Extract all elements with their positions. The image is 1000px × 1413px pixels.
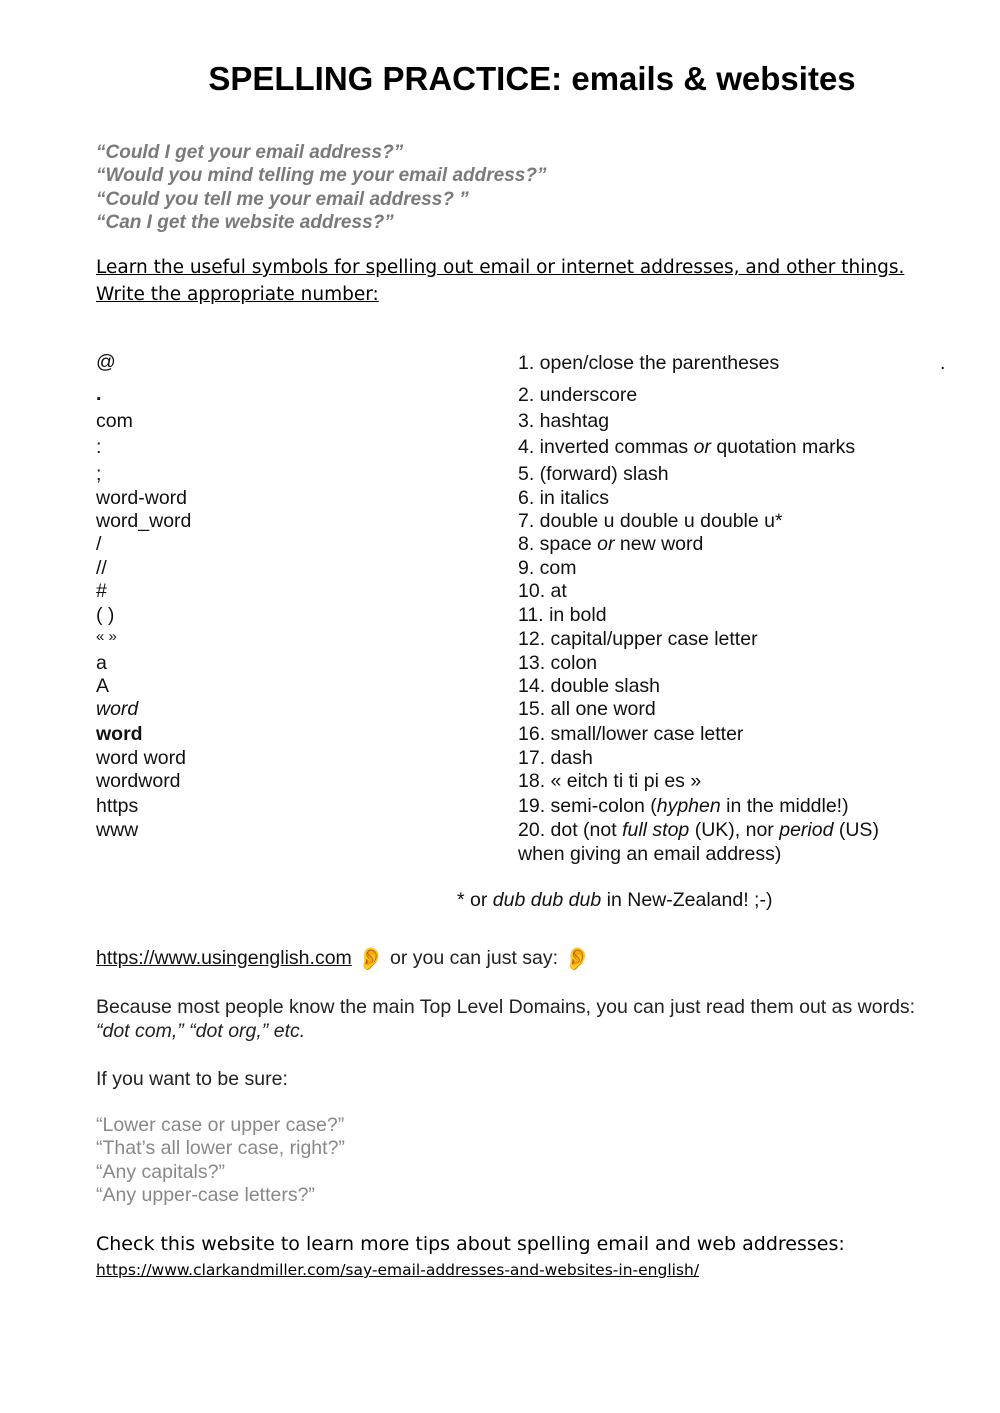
option-2: 2. underscore — [518, 384, 638, 406]
usingenglish-link[interactable]: https://www.usingenglish.com — [96, 947, 352, 969]
option-19-text-2: in the middle!) — [720, 795, 849, 817]
symbol-upper-a: A — [96, 675, 110, 697]
symbol-double-slash: // — [96, 557, 107, 579]
question-2: “Would you mind telling me your email address?” — [96, 165, 547, 186]
option-4-text-2: quotation marks — [710, 436, 856, 458]
option-16: 16. small/lower case letter — [518, 723, 744, 745]
symbol-italic-word: word — [96, 698, 139, 720]
option-7: 7. double u double u double u* — [518, 510, 783, 532]
option-20-text: 20. dot (not — [518, 819, 623, 841]
option-4-text: 4. inverted commas — [518, 436, 694, 458]
case-question-3: “Any capitals?” — [96, 1161, 225, 1183]
instructions-line-2: Write the appropriate number: — [96, 284, 379, 305]
option-1: 1. open/close the parentheses — [518, 352, 780, 374]
footnote — [457, 889, 772, 912]
option-20-period: period — [779, 819, 834, 841]
symbol-word-space-word: word word — [96, 747, 186, 769]
check-text: Check this website to learn more tips about spelling email and web addresses: — [96, 1233, 845, 1255]
case-question-4: “Any upper-case letters?” — [96, 1184, 315, 1206]
symbol-colon: : — [96, 436, 102, 458]
option-19-text: 19. semi-colon ( — [518, 795, 657, 817]
symbol-at: @ — [96, 351, 116, 373]
option-19 — [518, 795, 849, 818]
footnote-text-2: in New-Zealand! ;-) — [601, 889, 773, 911]
option-4-or: or — [693, 436, 711, 458]
option-20-full-stop: full stop — [622, 819, 690, 841]
option-20-text-2: (UK), nor — [689, 819, 780, 841]
symbol-quotes: « » — [96, 628, 117, 645]
symbol-lower-a: a — [96, 652, 107, 674]
question-1: “Could I get your email address?” — [96, 142, 404, 163]
question-4: “Can I get the website address?” — [96, 212, 394, 233]
option-14: 14. double slash — [518, 675, 661, 697]
option-5: 5. (forward) slash — [518, 463, 669, 485]
symbol-wordword: wordword — [96, 770, 181, 792]
question-3: “Could you tell me your email address? ” — [96, 189, 469, 210]
say-text: or you can just say: — [384, 947, 559, 969]
symbol-com: com — [96, 410, 133, 432]
symbol-www: www — [96, 819, 139, 841]
option-20-continued: when giving an email address) — [518, 843, 782, 865]
footnote-text: * or — [457, 889, 493, 911]
case-question-2: “That’s all lower case, right?” — [96, 1137, 345, 1159]
usingenglish-line — [96, 946, 591, 972]
tld-line-2: “dot com,” “dot org,” etc. — [96, 1020, 306, 1042]
option-8-or: or — [597, 533, 615, 555]
ear-icon[interactable]: 👂 — [563, 946, 591, 971]
symbol-slash: / — [96, 533, 102, 555]
option-8-text-2: new word — [614, 533, 704, 555]
symbol-semicolon: ; — [96, 463, 102, 485]
symbol-dot: . — [96, 383, 102, 405]
option-15: 15. all one word — [518, 698, 656, 720]
option-8 — [518, 533, 703, 556]
option-3: 3. hashtag — [518, 410, 610, 432]
option-6: 6. in italics — [518, 487, 610, 509]
symbol-underscore: word_word — [96, 510, 192, 532]
option-8-text: 8. space — [518, 533, 598, 555]
option-4 — [518, 436, 855, 459]
tld-line-1: Because most people know the main Top Level Domains, you can just read them out as words: — [96, 996, 916, 1018]
option-17: 17. dash — [518, 747, 593, 769]
case-question-1: “Lower case or upper case?” — [96, 1114, 345, 1136]
option-9: 9. com — [518, 557, 577, 579]
option-1-dot: . — [940, 352, 946, 374]
clarkandmiller-link[interactable]: https://www.clarkandmiller.com/say-email-addresses-and-websites-in-english/ — [96, 1261, 700, 1279]
symbol-https: https — [96, 795, 139, 817]
footnote-dub: dub dub dub — [492, 889, 602, 911]
instructions-line-1: Learn the useful symbols for spelling out email or internet addresses, and other things. — [96, 257, 905, 278]
option-13: 13. colon — [518, 652, 598, 674]
option-19-hyphen: hyphen — [656, 795, 721, 817]
symbol-hash: # — [96, 580, 107, 602]
option-20 — [518, 819, 879, 842]
sure-text: If you want to be sure: — [96, 1068, 288, 1090]
option-20-text-3: (US) — [833, 819, 879, 841]
option-11: 11. in bold — [518, 604, 607, 626]
option-12: 12. capital/upper case letter — [518, 628, 758, 650]
symbol-parentheses: ( ) — [96, 604, 115, 626]
symbol-dash: word-word — [96, 487, 188, 509]
option-18: 18. « eitch ti ti pi es » — [518, 770, 702, 792]
symbol-bold-word: word — [96, 723, 143, 745]
ear-icon[interactable]: 👂 — [357, 946, 385, 971]
page-title: SPELLING PRACTICE: emails & websites — [208, 60, 856, 97]
option-10: 10. at — [518, 580, 567, 602]
